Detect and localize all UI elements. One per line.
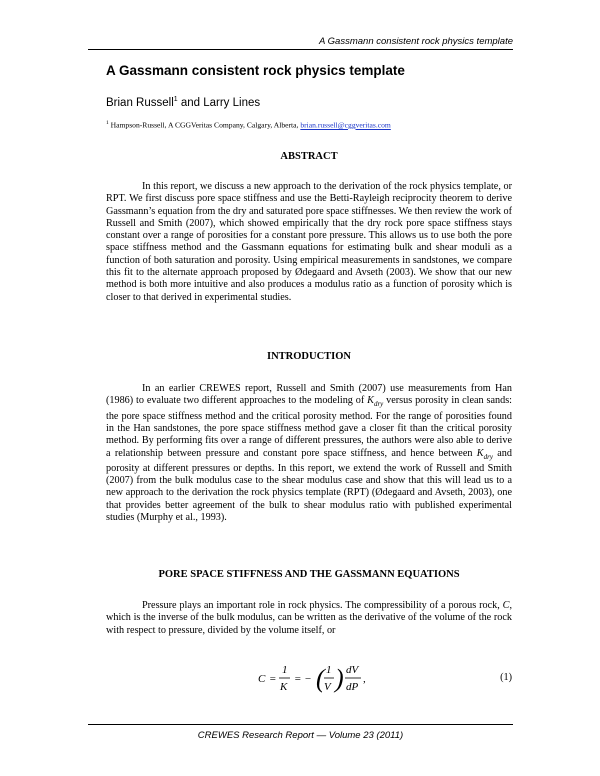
running-header: A Gassmann consistent rock physics template <box>319 36 513 47</box>
pore-text-1: Pressure plays an important role in rock physics. The compressibility of a porous rock, <box>142 600 503 611</box>
affiliation-text: Hampson-Russell, A CGGVeritas Company, Calgary, Alberta, <box>108 120 301 130</box>
intro-text-2: versus porosity in clean sands: the pore space stiffness method and the critical porosity method. For the range of porosities found in the Han sandstones, the pore space stiffness method gave a closer fit than the critical porosity method. By performing fits over a range of different pressures, the authors were also able to derive a relationship between pressure and constant pore space stiffness, and hence between <box>106 395 513 459</box>
affiliation <box>106 118 526 131</box>
kdry-symbol-2 <box>477 448 493 459</box>
eq-frac1-num: 1 <box>282 664 288 676</box>
equation-number: (1) <box>500 672 512 683</box>
author-2: and Larry Lines <box>177 96 261 109</box>
footer-rule <box>88 724 513 725</box>
eq-right-paren: ) <box>335 664 344 693</box>
eq-left-paren: ( <box>316 664 325 693</box>
intro-text-3: and porosity at different pressures or depths. In this report, we extend the work of Russell and Smith (2007) from the bulk modulus case to the shear modulus case and show that this will lead us to a new approach to the derivation the rock physics template (RPT) (Ødegaard and Avseth, 2003), one that provides better agreement of the bulk to shear modulus ratio with published experimental studies (Murphy et al., 1993). <box>106 447 512 524</box>
eq-frac2-num: 1 <box>326 664 332 676</box>
intro-text-1: In an earlier CREWES report, Russell and Smith (2007) use measurements from Han (1986) to evaluate two different approaches to the modeling of <box>106 383 512 407</box>
pore-text-2: , which is the inverse of the bulk modulus, can be written as the derivative of the volume of the rock with respect to pressure, divided by the volume itself, or <box>106 600 512 636</box>
abstract-paragraph: In this report, we discuss a new approach to the derivation of the rock physics template, or RPT. We first discuss pore space stiffness and use the Betti-Rayleigh reciprocity theorem to derive Gassmann’s equation from the dry and saturated pore space stiffnesses. We then review the work of Russell and Smith (2007), which showed empirically that the dry rock pore space stiffness stays constant over a range of porosities for a constant pore pressure. This allows us to use both the pore space stiffness method and the Gassmann equations for estimating bulk and shear moduli as a function of both saturation and porosity. Using empirical measurements in sandstones, we compare this fit to the alternate approach proposed by Ødegaard and Avseth (2003). We show that our new method is both more intuitive and also produces a modulus ratio as a function of porosity which is closer to that derived in experimental studies. <box>106 181 512 303</box>
eq-equals-1: = <box>269 673 277 685</box>
eq-frac1-den: K <box>280 681 288 693</box>
paper-title: A Gassmann consistent rock physics template <box>106 63 405 78</box>
eq-frac2-den: V <box>324 681 331 693</box>
eq-frac3-den: dP <box>346 681 359 693</box>
email-link[interactable]: brian.russell@cggveritas.com <box>300 120 391 130</box>
affiliation-mark: 1 <box>106 120 109 126</box>
pore-space-paragraph <box>106 600 512 637</box>
author-line <box>106 92 526 111</box>
author-1-mark: 1 <box>173 96 178 103</box>
introduction-heading: INTRODUCTION <box>266 351 351 362</box>
equation-1 <box>106 661 512 695</box>
introduction-paragraph <box>106 383 512 524</box>
kdry-main-2: K <box>476 447 484 459</box>
header-rule <box>88 49 513 50</box>
pore-space-heading: PORE SPACE STIFFNESS AND THE GASSMANN EQUATIONS <box>158 569 460 580</box>
var-c: C <box>502 600 510 611</box>
eq-frac3-num: dV <box>346 664 359 676</box>
equation-1-body <box>258 661 408 695</box>
eq-trailing-comma: , <box>363 673 366 685</box>
eq-lhs: C <box>258 673 266 685</box>
running-footer: CREWES Research Report — Volume 23 (2011) <box>197 730 404 741</box>
kdry-symbol <box>367 395 384 409</box>
kdry-sub-2: dry <box>483 452 493 461</box>
eq-equals-2: = − <box>294 673 312 685</box>
kdry-sub: dry <box>373 400 384 409</box>
author-1: Brian Russell <box>106 96 174 109</box>
kdry-main: K <box>367 395 374 407</box>
abstract-heading: ABSTRACT <box>280 151 338 162</box>
